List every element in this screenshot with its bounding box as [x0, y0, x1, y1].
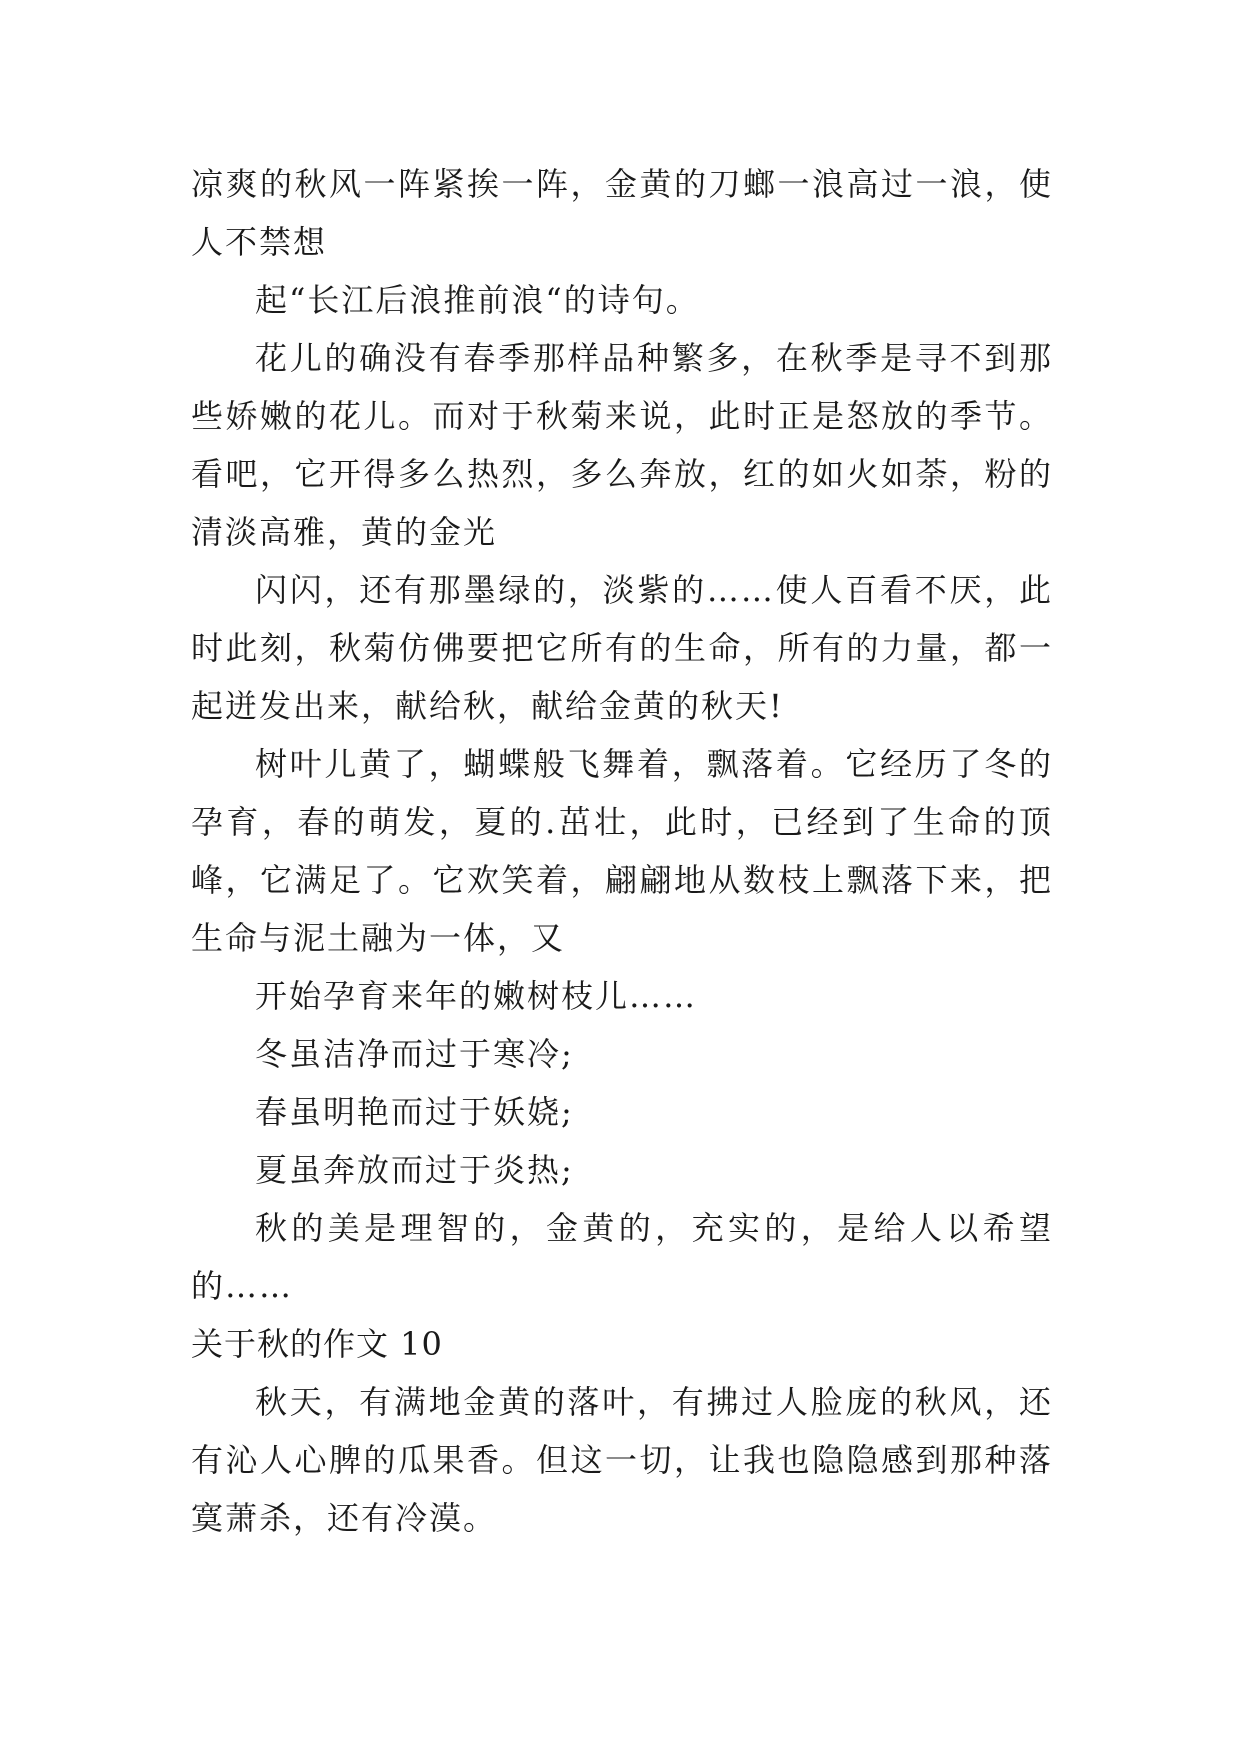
paragraph-9: 夏虽奔放而过于炎热;: [255, 1151, 574, 1189]
document-body: [191, 155, 1053, 1547]
paragraph-8: 春虽明艳而过于妖娆;: [255, 1093, 574, 1131]
paragraph-4: 闪闪，还有那墨绿的，淡紫的……使人百看不厌，此时此刻，秋菊仿佛要把它所有的生命，所有的力量，都一起迸发出来，献给秋，献给金黄的秋天!: [191, 571, 1053, 725]
paragraph-2: 起“长江后浪推前浪“的诗句。: [255, 281, 700, 319]
paragraph-7: 冬虽洁净而过于寒冷;: [255, 1035, 574, 1073]
paragraph-1: 凉爽的秋风一阵紧挨一阵，金黄的刀螂一浪高过一浪，使人不禁想: [191, 165, 1053, 261]
paragraph-3: 花儿的确没有春季那样品种繁多，在秋季是寻不到那些娇嫩的花儿。而对于秋菊来说，此时正是怒放的季节。看吧，它开得多么热烈，多么奔放，红的如火如荼，粉的清淡高雅，黄的金光: [191, 339, 1053, 551]
paragraph-5: 树叶儿黄了，蝴蝶般飞舞着，飘落着。它经历了冬的孕育，春的萌发，夏的.茁壮，此时，已经到了生命的顶峰，它满足了。它欢笑着，翩翩地从数枝上飘落下来，把生命与泥土融为一体，又: [191, 745, 1053, 957]
paragraph-10: 秋的美是理智的，金黄的，充实的，是给人以希望的……: [191, 1209, 1053, 1305]
paragraph-11: 秋天，有满地金黄的落叶，有拂过人脸庞的秋风，还有沁人心脾的瓜果香。但这一切，让我也隐隐感到那种落寞萧杀，还有冷漠。: [191, 1383, 1053, 1537]
paragraph-6: 开始孕育来年的嫩树枝儿……: [255, 977, 698, 1015]
section-heading: 关于秋的作文 10: [191, 1325, 443, 1363]
